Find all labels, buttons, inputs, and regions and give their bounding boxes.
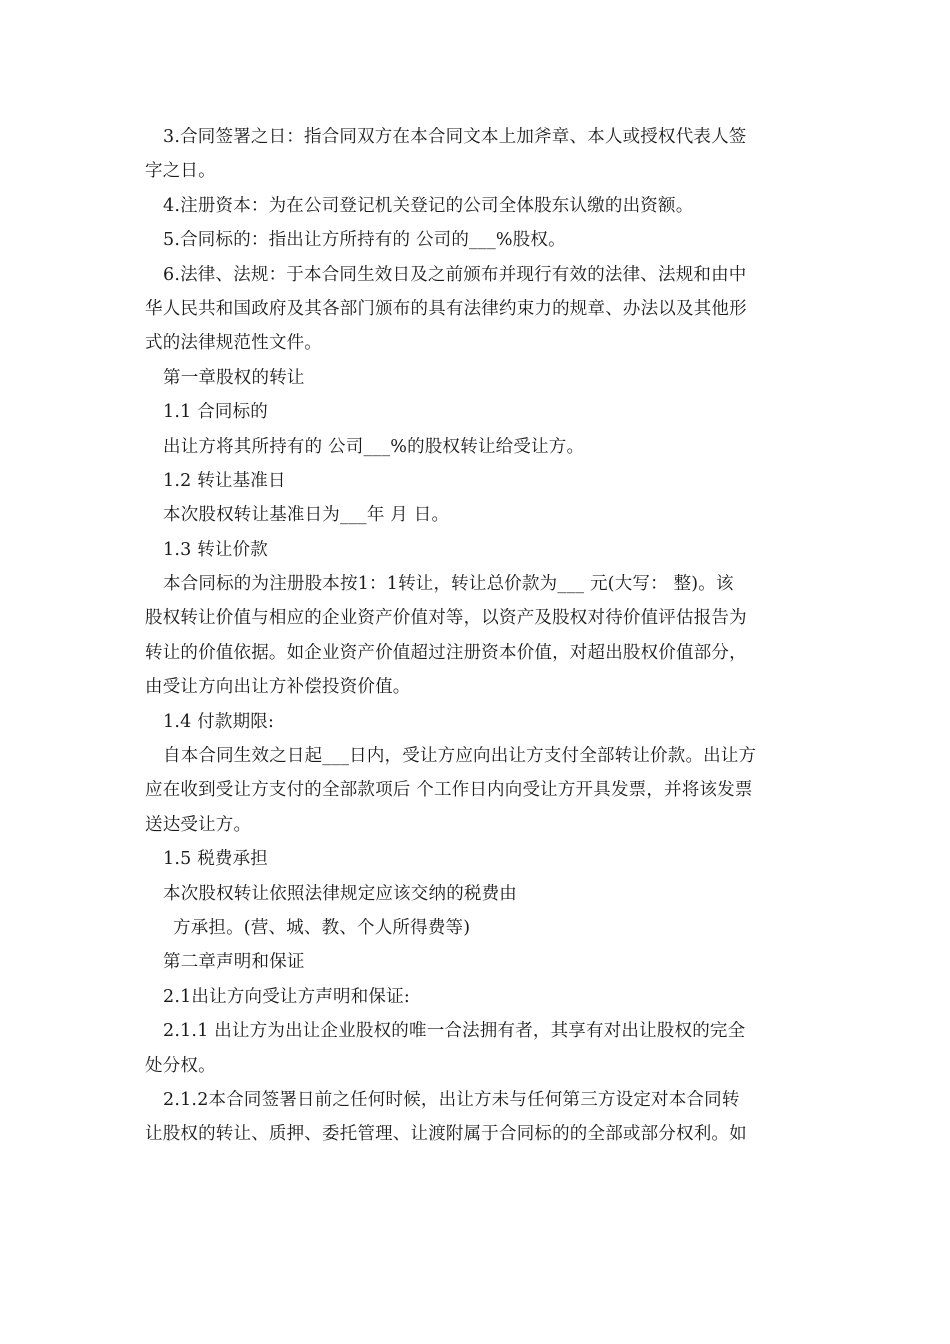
paragraph-line: 字之日。 [145, 161, 216, 182]
paragraph-line: 本合同标的为注册股本按1：1转让，转让总价款为___ 元(大写： 整)。该 [163, 574, 734, 595]
paragraph-line: 2.1.1 出让方为出让企业股权的唯一合法拥有者，其享有对出让股权的完全 [163, 1021, 746, 1042]
section-heading: 1.5 税费承担 [163, 849, 268, 870]
section-heading: 1.4 付款期限: [163, 711, 275, 732]
paragraph-line: 本次股权转让基准日为___年 月 日。 [163, 505, 450, 526]
paragraph-line: 应在收到受让方支付的全部款项后 个工作日内向受让方开具发票，并将该发票 [145, 780, 753, 801]
paragraph-line: 华人民共和国政府及其各部门颁布的具有法律约束力的规章、办法以及其他形 [145, 298, 747, 319]
paragraph-line: 式的法律规范性文件。 [145, 333, 322, 354]
paragraph-line: 2.1.2本合同签署日前之任何时候，出让方未与任何第三方设定对本合同转 [163, 1089, 740, 1110]
paragraph-line: 送达受让方。 [145, 814, 252, 835]
paragraph-line: 自本合同生效之日起___日内，受让方应向出让方支付全部转让价款。出让方 [163, 746, 757, 767]
paragraph-line: 处分权。 [145, 1055, 216, 1076]
paragraph-line: 让股权的转让、质押、委托管理、让渡附属于合同标的的全部或部分权利。如 [145, 1124, 747, 1145]
section-heading: 1.2 转让基准日 [163, 470, 286, 491]
paragraph-line: 转让的价值依据。如企业资产价值超过注册资本价值，对超出股权价值部分， [145, 642, 747, 663]
chapter-heading: 第一章股权的转让 [163, 367, 305, 388]
paragraph-line: 方承担。(营、城、教、个人所得费等) [173, 917, 471, 938]
paragraph-line: 5.合同标的：指出让方所持有的 公司的___%股权。 [163, 230, 566, 251]
paragraph-line: 股权转让价值与相应的企业资产价值对等，以资产及股权对待价值评估报告为 [145, 608, 747, 629]
paragraph-line: 本次股权转让依照法律规定应该交纳的税费由 [163, 883, 517, 904]
section-heading: 1.3 转让价款 [163, 539, 268, 560]
paragraph-line: 由受让方向出让方补偿投资价值。 [145, 677, 411, 698]
paragraph-line: 6.法律、法规：于本合同生效日及之前颁布并现行有效的法律、法规和由中 [163, 264, 747, 285]
paragraph-line: 3.合同签署之日：指合同双方在本合同文本上加斧章、本人或授权代表人签 [163, 127, 747, 147]
section-heading: 1.1 合同标的 [163, 402, 268, 423]
document-page [145, 120, 810, 1152]
paragraph-line: 4.注册资本：为在公司登记机关登记的公司全体股东认缴的出资额。 [163, 195, 694, 216]
section-heading: 2.1出让方向受让方声明和保证: [163, 986, 410, 1007]
paragraph-line: 出让方将其所持有的 公司___%的股权转让给受让方。 [163, 436, 585, 457]
chapter-heading: 第二章声明和保证 [163, 952, 305, 973]
